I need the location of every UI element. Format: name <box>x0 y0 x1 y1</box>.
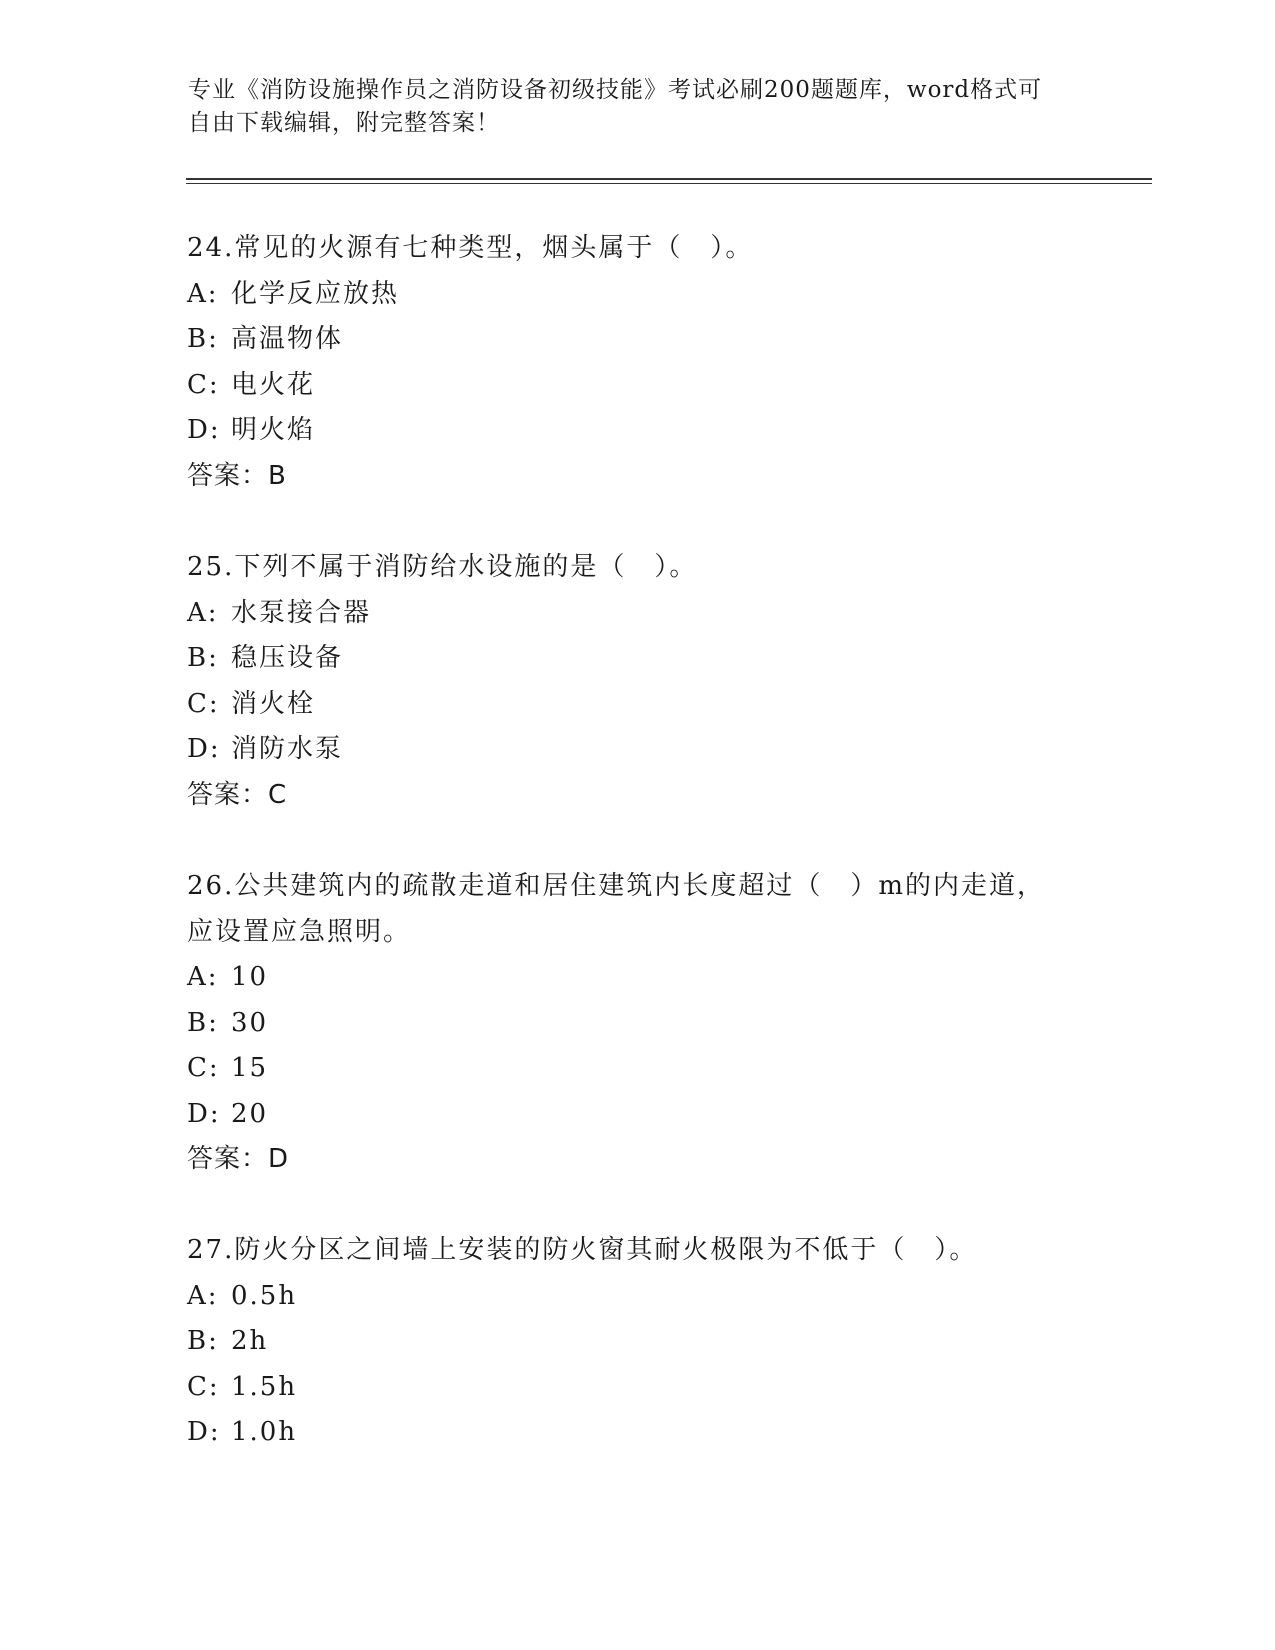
option-text: 1.0h <box>231 1417 298 1447</box>
option-c <box>187 363 1087 409</box>
option-b <box>187 317 1087 363</box>
question-stem: 25.下列不属于消防给水设施的是（ ）。 <box>187 552 698 582</box>
option-key: A: <box>187 597 219 628</box>
option-key: C: <box>187 1371 220 1402</box>
option-b <box>187 636 1087 682</box>
option-text: 2h <box>231 1326 269 1356</box>
option-key: B: <box>187 1326 219 1356</box>
option-d <box>187 1410 1087 1456</box>
option-text: 水泵接合器 <box>231 597 372 628</box>
document-header <box>188 74 1088 140</box>
answer-line: 答案：D <box>187 1144 290 1174</box>
header-line-1: 专业《消防设施操作员之消防设备初级技能》考试必刷200题题库，word格式可 <box>188 77 1043 103</box>
answer-line: 答案：B <box>187 460 287 491</box>
option-key: C: <box>187 369 220 400</box>
option-a <box>187 591 1087 637</box>
option-d <box>187 408 1087 454</box>
option-key: C: <box>187 688 220 719</box>
option-key: D: <box>187 415 221 445</box>
option-text: 消火栓 <box>231 688 316 719</box>
question-stem-continued: 应设置应急照明。 <box>187 916 412 947</box>
option-c <box>187 1365 1087 1411</box>
option-text: 明火焰 <box>231 415 316 445</box>
option-a <box>187 272 1087 318</box>
option-text: 10 <box>231 962 269 992</box>
header-divider <box>186 178 1152 180</box>
option-text: 高温物体 <box>231 324 344 354</box>
option-text: 消防水泵 <box>231 734 344 764</box>
question-27 <box>187 1228 1087 1456</box>
option-key: B: <box>187 1007 219 1038</box>
option-c <box>187 682 1087 728</box>
option-text: 20 <box>231 1098 269 1129</box>
option-key: A: <box>187 1280 219 1311</box>
option-key: D: <box>187 1417 221 1447</box>
option-text: 30 <box>231 1007 269 1038</box>
option-key: D: <box>187 1098 221 1129</box>
option-key: D: <box>187 734 221 764</box>
option-key: A: <box>187 962 219 992</box>
question-stem: 24.常见的火源有七种类型，烟头属于（ ）。 <box>187 233 754 263</box>
option-text: 0.5h <box>231 1280 298 1311</box>
option-a <box>187 1274 1087 1320</box>
option-key: B: <box>187 324 219 354</box>
option-text: 稳压设备 <box>231 643 344 673</box>
option-text: 1.5h <box>231 1371 298 1402</box>
question-24 <box>187 226 1087 499</box>
option-b <box>187 1319 1087 1365</box>
option-key: C: <box>187 1053 220 1083</box>
option-a <box>187 955 1087 1001</box>
option-key: B: <box>187 643 219 673</box>
option-text: 化学反应放热 <box>231 278 400 309</box>
answer-line: 答案：C <box>187 779 288 810</box>
question-25 <box>187 545 1087 818</box>
header-line-2: 自由下载编辑，附完整答案！ <box>188 110 500 136</box>
option-text: 15 <box>231 1053 269 1083</box>
option-text: 电火花 <box>231 369 316 400</box>
header-divider-thin <box>186 183 1152 184</box>
question-26 <box>187 864 1087 1183</box>
option-key: A: <box>187 278 219 309</box>
question-stem: 26.公共建筑内的疏散走道和居住建筑内长度超过（ ）m的内走道， <box>187 871 1046 901</box>
option-d <box>187 1092 1087 1138</box>
option-d <box>187 727 1087 773</box>
option-b <box>187 1001 1087 1047</box>
option-c <box>187 1046 1087 1092</box>
question-stem: 27.防火分区之间墙上安装的防火窗其耐火极限为不低于（ ）。 <box>187 1235 978 1265</box>
